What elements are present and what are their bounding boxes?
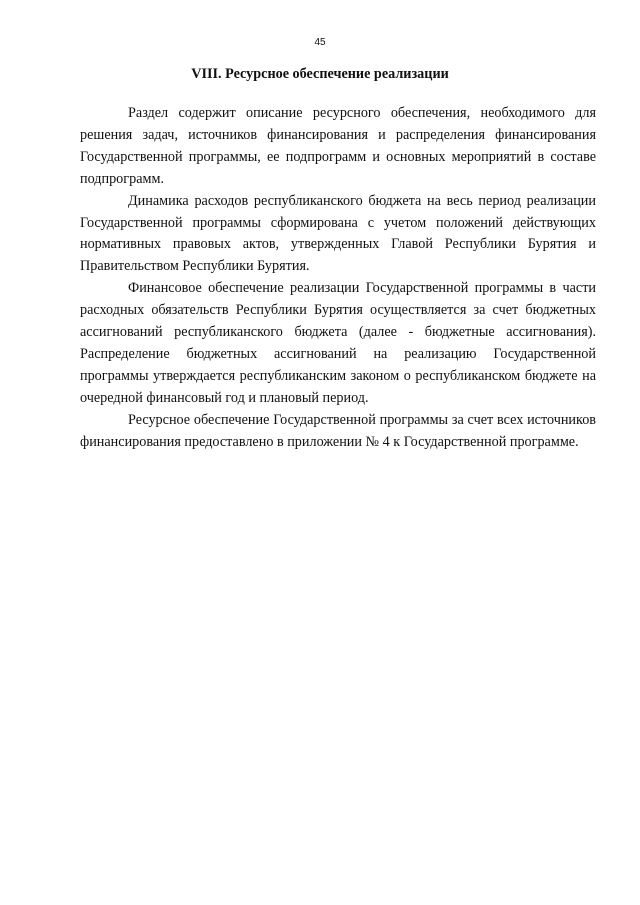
paragraph-budget-dynamics: Динамика расходов республиканского бюджета на весь период реализации Государственной программы сформирована с учетом положений действующих нормативных правовых актов, утвержденных Главой Республики Бурятия и Правительством Республики Бурятия.: [80, 192, 596, 275]
paragraph-financial-support: Финансовое обеспечение реализации Государственной программы в части расходных обязательств Республики Бурятия осуществляется за счет бюджетных ассигнований республиканского бюджета (далее - бюджетные ассигнования). Распределение бюджетных ассигнований на реализацию Государственной программы утверждается республиканским законом о республиканском бюджете на очередной финансовый год и плановый период.: [80, 280, 596, 406]
paragraph-resource-sources: Ресурсное обеспечение Государственной программы за счет всех источников финансирования предоставлено в приложении № 4 к Государственной программе.: [80, 411, 596, 450]
section-title: VIII. Ресурсное обеспечение реализации: [191, 66, 449, 82]
paragraph-resource-description: Раздел содержит описание ресурсного обеспечения, необходимого для решения задач, источников финансирования и распределения финансирования Государственной программы, ее подпрограмм и основных мероприятий в составе подпрограмм.: [80, 105, 596, 187]
page-number: 45: [314, 37, 326, 48]
section-body: [80, 103, 596, 454]
